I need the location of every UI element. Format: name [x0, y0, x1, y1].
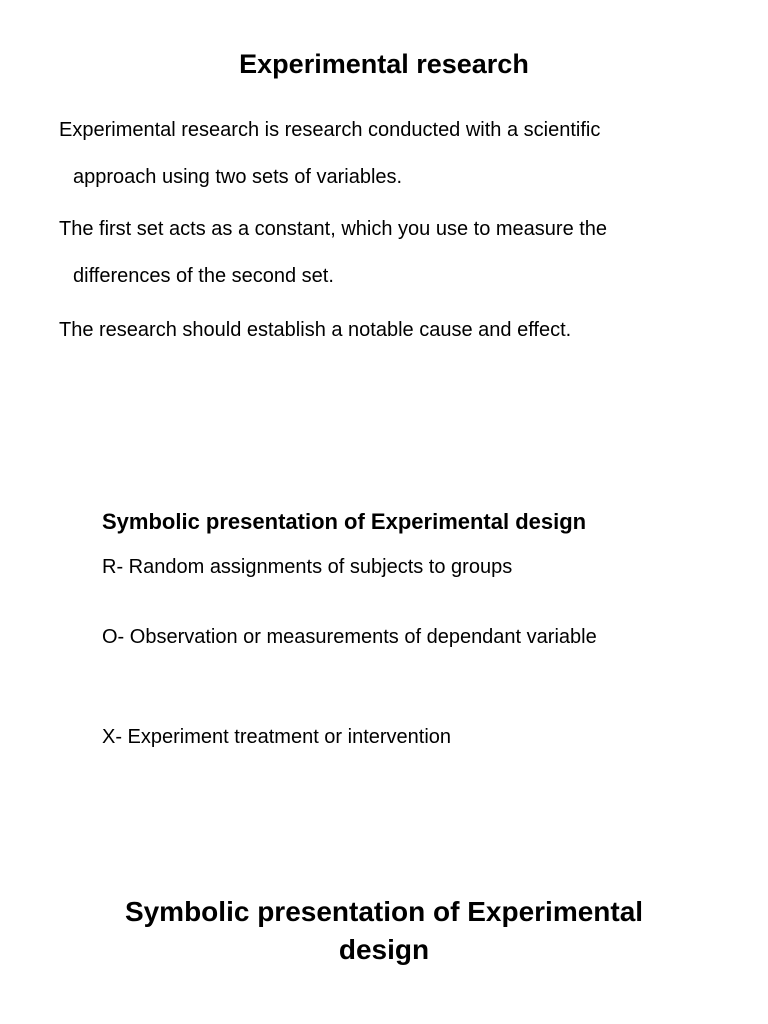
symbolic-heading: Symbolic presentation of Experimental design [102, 509, 587, 534]
intro-paragraph-2 [59, 216, 719, 289]
symbolic-heading-2-line-2: design [338, 934, 430, 965]
intro-paragraph-1-line-1: Experimental research is research conducted with a scientific [59, 119, 601, 141]
page-title: Experimental research [239, 49, 529, 79]
symbol-r-item: R- Random assignments of subjects to groups [102, 556, 513, 578]
symbolic-heading-2 [0, 893, 768, 969]
intro-paragraph-1 [59, 117, 719, 190]
symbolic-heading-2-line-1: Symbolic presentation of Experimental [124, 896, 644, 927]
symbol-x-item: X- Experiment treatment or intervention [102, 726, 452, 748]
intro-paragraph-3: The research should establish a notable cause and effect. [59, 319, 572, 341]
intro-paragraph-1-line-2: approach using two sets of variables. [73, 166, 403, 188]
symbol-o-item: O- Observation or measurements of dependant variable [102, 626, 597, 648]
intro-paragraph-2-line-2: differences of the second set. [73, 265, 334, 287]
intro-paragraph-2-line-1: The first set acts as a constant, which you use to measure the [59, 218, 608, 240]
